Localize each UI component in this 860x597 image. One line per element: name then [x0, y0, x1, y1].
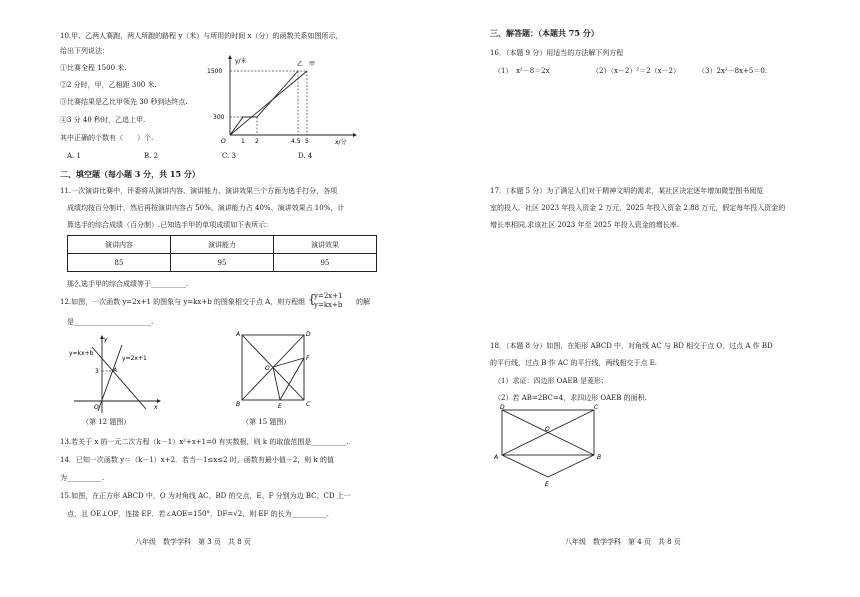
- q10-line-jia: [230, 71, 307, 135]
- q15-label-a: A: [236, 331, 241, 338]
- q12-point-a: A: [113, 367, 118, 374]
- q10-option-d: D. 4: [298, 152, 313, 160]
- q11-table-header-row: [68, 236, 377, 254]
- q10-origin: O: [221, 138, 226, 145]
- q14-line-2: 为__________.: [60, 474, 105, 482]
- q18-line-1: 18．（本题 8 分）如图，在矩形 ABCD 中，对角线 AC 与 BD 相交于点 O，过点 A 作 BD: [490, 342, 773, 350]
- q10-x-tick-2: 2: [255, 138, 259, 145]
- q10-x-arrow: [353, 133, 357, 137]
- q15-line-1: 15.如图，在正方形 ABCD 中，O 为对角线 AC、BD 的交点，E、F 分别为边 BC、CD 上一: [60, 492, 351, 500]
- q18-line-2: 的平行线，过点 B 作 AC 的平行线，两线相交于点 E.: [490, 359, 658, 367]
- q11-header-content: 演讲内容: [68, 236, 171, 254]
- q10-line-yi: [230, 71, 298, 135]
- q11-value-ability: 95: [171, 254, 274, 272]
- q12-function-graph: [64, 333, 164, 415]
- q10-option-c: C. 3: [222, 152, 237, 160]
- q11-value-effect: 95: [274, 254, 377, 272]
- q16-stem: 16．（本题 9 分）用适当的方法解下列方程: [490, 49, 624, 57]
- q18-label-a: A: [494, 454, 499, 461]
- q11-line-3: 算选手的综合成绩（百分制）.已知选手甲的单项成绩如下表所示：: [67, 221, 273, 229]
- q11-answer: 那么选手甲的综合成绩等于__________.: [67, 280, 189, 288]
- q12-answer: 是______________________.: [67, 318, 154, 326]
- q10-item-1: ①比赛全程 1500 米.: [60, 64, 127, 72]
- q16-part-1: （1） x²－8＝2x: [494, 67, 550, 75]
- section-3-title: 三、解答题：（本题共 75 分）: [490, 28, 599, 38]
- q10-option-b: B. 2: [144, 152, 159, 160]
- q11-header-effect: 演讲效果: [274, 236, 377, 254]
- q18-part-2: （2）若 AB=2BC=4，求四边形 OAEB 的面积.: [494, 394, 647, 402]
- q16-part-2: （2）（x－2）²＝2（x－2）: [592, 67, 681, 75]
- q10-option-a: A. 1: [67, 152, 81, 160]
- q11-line-1: 11.一次演讲比赛中，评委将从演讲内容、演讲能力、演讲效果三个方面为选手打分，各项: [60, 187, 338, 195]
- q10-item-3: ③比赛结果是乙比甲领先 30 秒到达终点.: [60, 98, 188, 106]
- q12-origin: O: [94, 404, 99, 411]
- q18-part-1: （1）求证：四边形 OAEB 是菱形；: [494, 377, 608, 385]
- q12-x-axis-label: x: [154, 404, 158, 411]
- q11-table-value-row: [68, 254, 377, 272]
- q10-lead: 给出下列说法：: [60, 47, 109, 55]
- q17-line-2: 室的投入．社区 2023 年投入资金 2 万元，2025 年投入资金 2.88 万元，假定每年投入资金的: [490, 204, 786, 212]
- q11-value-content: 85: [68, 254, 171, 272]
- q15-square-figure: [228, 330, 320, 412]
- q12-caption: （第 12 题图）: [82, 418, 131, 426]
- q10-stem: 10.甲、乙两人赛跑，两人所跑的路程 y（米）与所用的时间 x（分）的函数关系如图所示，: [60, 32, 343, 40]
- q12-tail: 的解: [356, 298, 370, 306]
- q10-label-jia: 甲: [309, 61, 316, 68]
- q10-y-tick-300: 300: [213, 114, 225, 121]
- q10-y-label: y/米: [235, 58, 247, 65]
- q10-x-tick-5: 5: [305, 138, 309, 145]
- q12-system-eq1: y=2x+1: [314, 292, 343, 300]
- q10-question: 其中正确的个数有（ ）个.: [60, 134, 154, 142]
- page-4-footer: 八年级 数学学科 第 4 页 共 8 页: [565, 538, 681, 546]
- q15-label-e: E: [278, 403, 282, 410]
- q18-label-b: B: [597, 454, 602, 461]
- q10-x-tick-1: 1: [241, 138, 245, 145]
- q15-label-f: F: [306, 355, 310, 362]
- q10-y-arrow: [228, 55, 232, 59]
- section-2-title: 二、填空题（每小题 3 分，共 15 分）: [60, 169, 200, 179]
- q18-rectangle-figure: [494, 404, 606, 490]
- q18-line-be: [548, 455, 594, 477]
- q15-label-b: B: [236, 401, 241, 408]
- page-3-footer: 八年级 数学学科 第 3 页 共 8 页: [135, 538, 251, 546]
- q12-label-kxb: y=kx+b: [69, 350, 94, 357]
- q15-label-d: D: [306, 331, 311, 338]
- q18-label-c: C: [594, 404, 599, 411]
- q18-label-d: D: [500, 404, 505, 411]
- q10-item-4: ④3 分 40 秒时，乙追上甲.: [60, 116, 146, 124]
- q15-line-2: 点，且 OE⊥OF．连接 EF．若∠AOE=150°，DF=√2，则 EF 的长为__________.: [67, 510, 329, 518]
- q16-part-3: （3）2x²－8x+5＝0.: [698, 67, 768, 75]
- q15-caption: （第 15 题图）: [242, 418, 291, 426]
- q12-label-2x1: y=2x+1: [122, 355, 147, 362]
- q18-label-e: E: [545, 481, 549, 488]
- q14-line-1: 14．已知一次函数 y＝（k－1）x+2．若当－1≤x≤2 时，函数有最小值－2，则 k 的值: [60, 456, 335, 464]
- q11-score-table: [67, 235, 377, 272]
- q12-y-axis-label: y: [104, 336, 108, 343]
- q11-header-ability: 演讲能力: [171, 236, 274, 254]
- q18-label-o: O: [545, 426, 550, 433]
- exam-page-4: [430, 0, 860, 597]
- q10-race-graph: [205, 55, 365, 147]
- q15-label-c: C: [306, 401, 311, 408]
- q10-item-2: ②2 分时，甲，乙相距 300 米.: [60, 81, 157, 89]
- q15-segment-oe: [273, 367, 280, 400]
- q18-line-ae: [502, 455, 548, 477]
- q10-x-label: x/分: [335, 139, 347, 146]
- q12-brace: {: [308, 292, 316, 306]
- q10-y-tick-1500: 1500: [207, 68, 223, 75]
- q10-label-yi: 乙: [297, 61, 304, 68]
- q15-label-o: O: [265, 365, 270, 372]
- q17-line-3: 增长率相同,求该社区 2023 年至 2025 年投入资金的增长率.: [490, 221, 679, 229]
- q12-y-value: 3: [95, 368, 99, 375]
- q13-text: 13.若关于 x 的一元二次方程（k－1）x²+x+1=0 有实数根，则 k 的取值范围是__________.: [60, 438, 349, 446]
- q17-line-1: 17．（本题 5 分）为了满足人们对于精神文明的需求，某社区决定逐年增加微型图书阅览: [490, 187, 764, 195]
- q12-x-arrow: [157, 399, 161, 403]
- q12-stem: 12.如图，一次函数 y=2x+1 的图象与 y=kx+b 的图象相交于点 A，则方程组: [60, 298, 306, 306]
- q12-system-eq2: y=kx+b: [314, 301, 343, 309]
- q11-line-2: 成绩均按百分制计，然后再按演讲内容占 50%、演讲能力占 40%、演讲效果占 10%，计: [67, 204, 345, 212]
- q10-x-tick-45: 4.5: [291, 138, 301, 145]
